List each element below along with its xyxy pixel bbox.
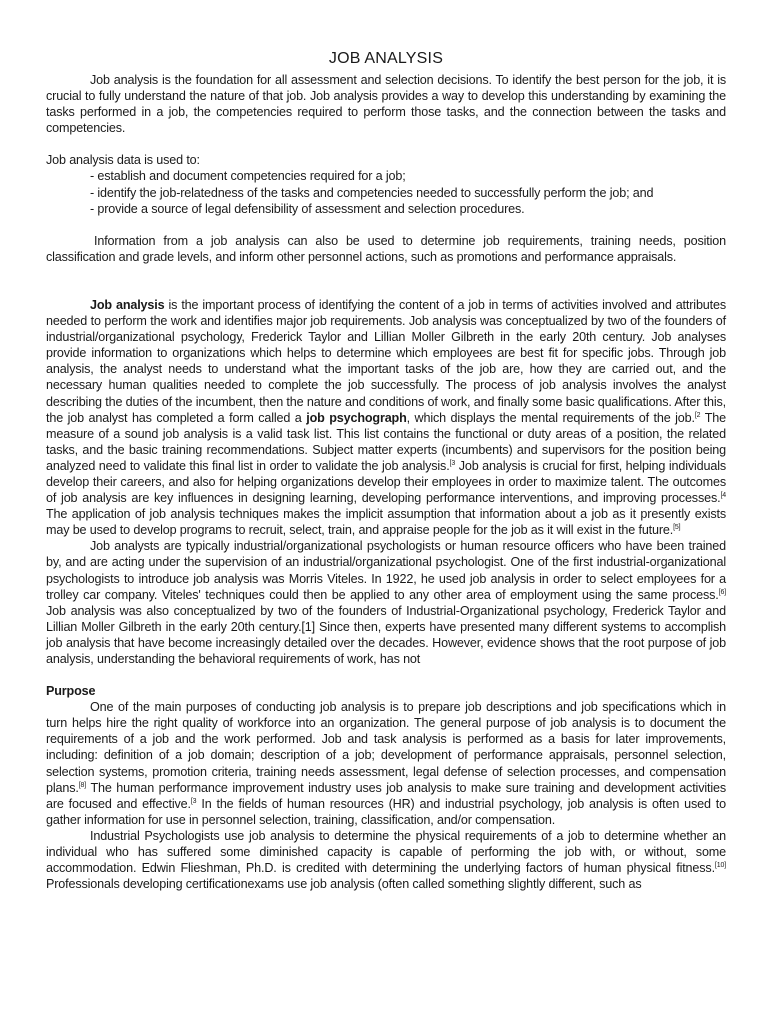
text-run: Job analysts are typically industrial/organizational psychologists or human resource officers who have been trained by, and are acting under the supervision of an industrial/organizational psychologist. One of the first industrial-organizational psychologists to introduce job analysis was Morris Viteles. In 1922, he used job analysis in order to select employees for a trolley car company. Viteles' techniques could then be applied to any other area of employment using the same process. (46, 539, 726, 602)
info-paragraph: Information from a job analysis can also be used to determine job requirements, training needs, position classification and grade levels, and inform other personnel actions, such as promotions and performance appraisals. (46, 233, 726, 264)
industrial-psychologists-paragraph (46, 828, 726, 892)
citation-ref[interactable]: [5] (673, 524, 681, 532)
text-run: Job analysis is crucial for first, helping individuals develop their careers, and also for helping organizations develop their employees in order to maximize talent. The outcomes of job analysis are key influences in designing learning, developing performance interventions, and improving processes. (46, 458, 726, 506)
list-item: - provide a source of legal defensibility of assessment and selection procedures. (90, 201, 525, 216)
text-run: , which displays the mental requirements of the job. (406, 410, 695, 425)
citation-ref[interactable]: [3 (190, 797, 197, 805)
citation-ref[interactable]: [4 (720, 492, 726, 500)
bold-lead: Job analysis (90, 297, 165, 312)
document-page (46, 48, 726, 892)
list-item: - establish and document competencies required for a job; (90, 169, 406, 184)
document-title: JOB ANALYSIS (328, 50, 444, 67)
citation-ref[interactable]: [8] (78, 781, 87, 789)
text-run: Job analysis was also conceptualized by two of the founders of Industrial-Organizational psychology, Frederick Taylor and Lillian Moller Gilbreth in the early 20th century.[1] Since then, experts have presented many different systems to accomplish job analysis that have become increasingly detailed over the decades. However, evidence shows that the root purpose of job analysis, understanding the behavioral requirements of work, has not (46, 603, 726, 666)
citation-ref[interactable]: [6] (718, 588, 726, 596)
list-item: - identify the job-relatedness of the tasks and competencies needed to successfully perform the job; and (90, 185, 654, 200)
text-run: The human performance improvement industry uses job analysis to make sure training and development activities are focused and effective. (46, 780, 726, 811)
text-run: is the important process of identifying the content of a job in terms of activities involved and attributes needed to perform the work and identifies major job requirements. Job analysis was conceptualized by two of the founders of industrial/organizational psychology, Frederick Taylor and Lillian Moller Gilbreth in the early 20th century. Job analyses provide information to organizations which helps to determine which employees are best fit for specific jobs. Through job analysis, the analyst needs to understand what the important tasks of the job are, how they are carried out, and the necessary human qualities needed to complete the job successfully. The process of job analysis involves the analyst describing the duties of the incumbent, then the nature and conditions of work, and finally some basic qualifications. After this, the job analyst has completed a form called a (46, 297, 726, 425)
bold-term: job psychograph (306, 410, 407, 425)
spacer (46, 136, 726, 152)
spacer (46, 265, 726, 297)
uses-list (46, 168, 726, 216)
uses-heading: Job analysis data is used to: (46, 153, 200, 168)
citation-ref[interactable]: [2 (694, 411, 701, 419)
citation-ref[interactable]: [10] (714, 862, 726, 870)
citation-ref[interactable]: [3 (449, 459, 456, 467)
intro-paragraph: Job analysis is the foundation for all assessment and selection decisions. To identify the best person for the job, it is crucial to fully understand the nature of that job. Job analysis provides a way to develop this understanding by examining the tasks performed in a job, the competencies required to perform those tasks, and the connection between the tasks and competencies. (46, 73, 726, 136)
text-run: In the fields of human resources (HR) and industrial psychology, job analysis is often used to gather information for use in personnel selection, training, classification, and/or compensation. (46, 796, 727, 827)
job-analysis-paragraph (46, 297, 726, 538)
text-run: One of the main purposes of conducting job analysis is to prepare job descriptions and job specifications which in turn helps hire the right quality of workforce into an organization. The general purpose of job analysis is to document the requirements of a job and the work performed. Job and task analysis is performed as a basis for later improvements, including: definition of a job domain; description of a job; development of performance appraisals, personnel selection, selection systems, promotion criteria, training needs assessment, legal defense of selection processes, and compensation plans. (46, 700, 726, 795)
purpose-paragraph (46, 699, 726, 828)
text-run: The measure of a sound job analysis is a valid task list. This list contains the functional or duty areas of a position, the related tasks, and the basic training recommendations. Subject matter experts (incumbents) and supervisors for the position being analyzed need to validate this final list in order to validate the job analysis. (46, 410, 726, 473)
spacer (46, 217, 726, 233)
purpose-heading: Purpose (46, 684, 96, 699)
text-run: Industrial Psychologists use job analysis to determine the physical requirements of a job to determine whether an individual who has suffered some diminished capacity is capable of performing the job with, or without, some accommodation. Edwin Flieshman, Ph.D. is credited with determining the underlying factors of human physical fitness. (46, 828, 726, 876)
job-analysts-paragraph (46, 538, 726, 667)
spacer (46, 667, 726, 683)
text-run: The application of job analysis techniques makes the implicit assumption that information about a job as it presently exists may be used to develop programs to recruit, select, train, and appraise people for the job as it will exist in the future. (46, 507, 726, 538)
text-run: Professionals developing certificationexams use job analysis (often called something slightly different, such as (46, 877, 642, 892)
